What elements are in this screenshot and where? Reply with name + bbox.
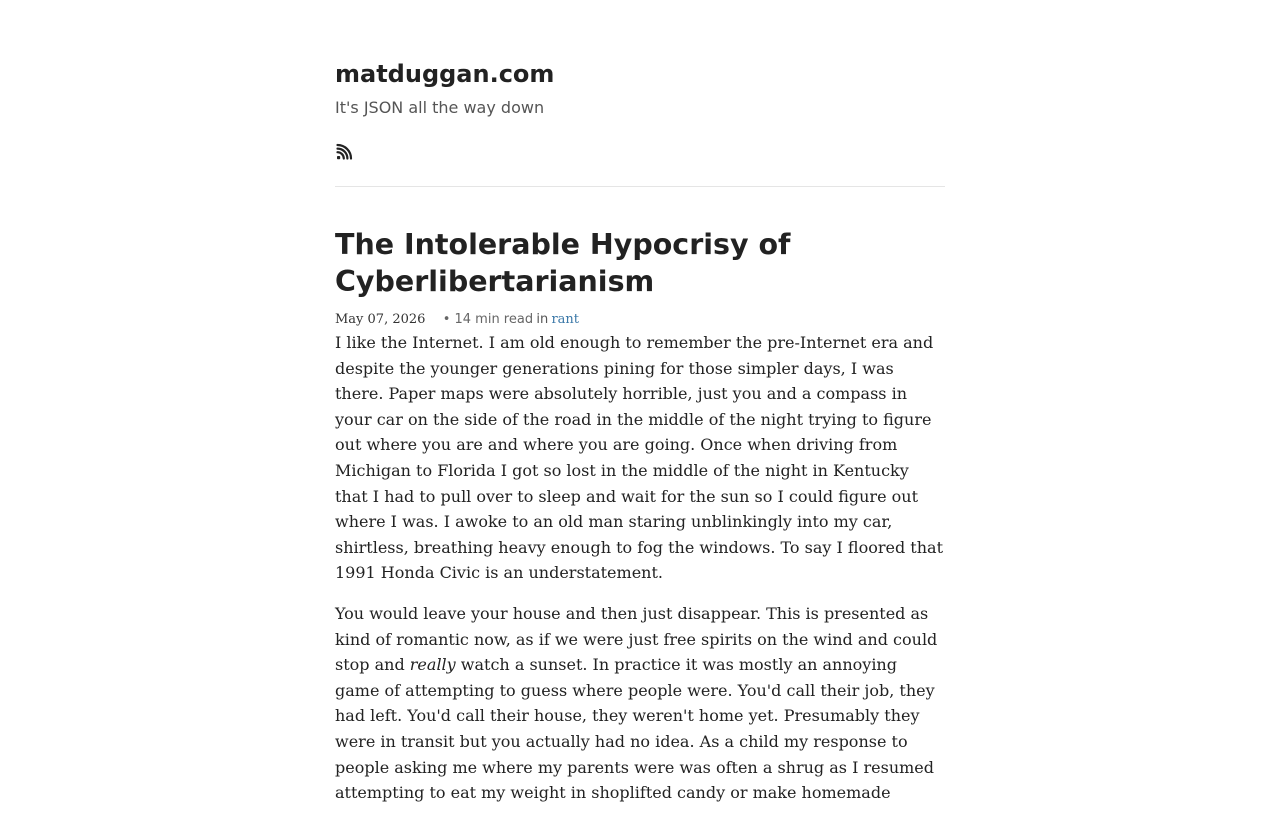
site-tagline: It's JSON all the way down (335, 98, 545, 117)
post-tag-prefix: in (536, 312, 549, 327)
post-read-time: • 14 min read (442, 312, 534, 327)
rss-icon (336, 143, 353, 160)
post-date: May 07, 2026 (335, 312, 426, 327)
header-divider (335, 186, 945, 187)
post-title: The Intolerable Hypocrisy of Cyberlibertarianism (335, 228, 791, 298)
post-paragraph: I like the Internet. I am old enough to remember the pre-Internet era and despite the younger generations pining for those simpler days, I was there. Paper maps were absolutely horrible, just you and a compass in your car on the side of the road in the middle of the night trying to figure out where you are and where you are going. Once when driving from Michigan to Florida I got so lost in the middle of the night in Kentucky that I had to pull over to sleep and wait for the sun so I could figure out where I was. I awoke to an old man staring unblinkingly into my car, shirtless, breathing heavy enough to fog the windows. To say I floored that 1991 Honda Civic is an understatement. (335, 333, 943, 583)
paragraph-text: You would leave your house and then just disappear. This is presented as kind of romantic now, as if we were just free spirits on the wind and could stop and (335, 603, 938, 675)
rss-link[interactable] (336, 143, 353, 160)
site-title[interactable]: matduggan.com (335, 60, 555, 88)
post-tag-link[interactable]: rant (551, 312, 580, 327)
post-meta (335, 310, 579, 328)
post-body (335, 330, 945, 821)
paragraph-text: watch a sunset. In practice it was mostly an annoying game of attempting to guess where people were. You'd call their job, they had left. You'd call their house, they weren't home yet. Presumably they were in transit but you actually had no idea. As a child my response to people asking me where my parents were was often a shrug as I resumed attempting to eat my weight in shoplifted candy or make homemade (335, 655, 935, 803)
emphasized-text: really (409, 655, 456, 675)
post-paragraph (335, 601, 945, 806)
